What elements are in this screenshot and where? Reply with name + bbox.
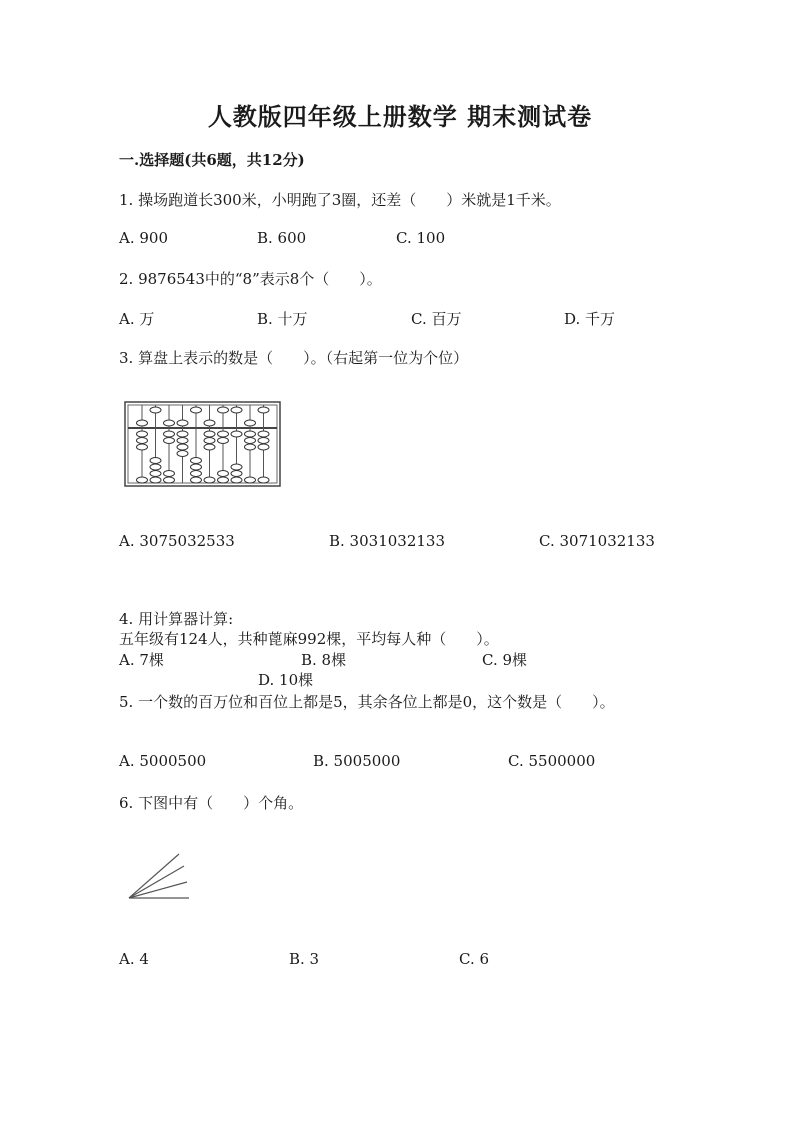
abacus-bead <box>164 471 175 477</box>
abacus-bead <box>150 477 161 483</box>
question-1-option-a[interactable]: A. 900 <box>119 229 168 247</box>
abacus-bead <box>245 477 256 483</box>
question-1-option-c[interactable]: C. 100 <box>396 229 446 247</box>
abacus-bead <box>164 477 175 483</box>
question-6-option-b[interactable]: B. 3 <box>289 950 320 968</box>
abacus-bead <box>137 477 148 483</box>
question-2-option-b[interactable]: B. 十万 <box>257 310 308 328</box>
abacus-bead <box>258 407 269 413</box>
abacus-bead <box>137 431 148 437</box>
question-3-option-c[interactable]: C. 3071032133 <box>539 532 655 550</box>
abacus-bead <box>245 431 256 437</box>
abacus-bead <box>164 420 175 426</box>
abacus-bead <box>177 420 188 426</box>
abacus-bead <box>164 438 175 444</box>
abacus-bead <box>231 471 242 477</box>
abacus-bead <box>191 477 202 483</box>
abacus-bead <box>258 438 269 444</box>
abacus-bead <box>177 438 188 444</box>
abacus-bead <box>231 477 242 483</box>
abacus-bead <box>204 477 215 483</box>
abacus-bead <box>218 477 229 483</box>
abacus-bead <box>231 407 242 413</box>
question-4-stem-line1: 4. 用计算器计算: <box>119 610 234 628</box>
abacus-bead <box>204 431 215 437</box>
abacus-bead <box>137 420 148 426</box>
abacus-bead <box>258 431 269 437</box>
abacus-bead <box>177 431 188 437</box>
question-6-option-c[interactable]: C. 6 <box>459 950 490 968</box>
question-4-option-d[interactable]: D. 10棵 <box>258 671 314 689</box>
question-2-option-d[interactable]: D. 千万 <box>564 310 616 328</box>
question-6-stem: 6. 下图中有（ ）个角。 <box>119 794 304 812</box>
abacus-bead <box>231 431 242 437</box>
abacus-bead <box>191 471 202 477</box>
question-5-option-a[interactable]: A. 5000500 <box>119 752 207 770</box>
question-2-option-a[interactable]: A. 万 <box>119 310 155 328</box>
section-heading: 一.选择题(共6题，共12分) <box>119 151 305 169</box>
page-title: 人教版四年级上册数学 期末测试卷 <box>207 102 593 131</box>
abacus-bead <box>204 438 215 444</box>
question-3-option-a[interactable]: A. 3075032533 <box>119 532 235 550</box>
question-2-stem: 2. 9876543中的“8”表示8个（ ）。 <box>119 270 382 288</box>
abacus-bead <box>218 438 229 444</box>
question-5-option-c[interactable]: C. 5500000 <box>508 752 596 770</box>
abacus-bead <box>218 471 229 477</box>
question-5-option-b[interactable]: B. 5005000 <box>313 752 401 770</box>
question-4-option-b[interactable]: B. 8棵 <box>301 651 347 669</box>
abacus-bead <box>150 458 161 464</box>
question-4-stem-line2: 五年级有124人，共种蓖麻992棵，平均每人种（ ）。 <box>119 630 499 648</box>
abacus-bead <box>137 444 148 450</box>
question-1-stem: 1. 操场跑道长300米，小明跑了3圈，还差（ ）米就是1千米。 <box>119 191 561 209</box>
question-6-option-a[interactable]: A. 4 <box>119 950 149 968</box>
abacus-bead <box>150 407 161 413</box>
question-5-stem: 5. 一个数的百万位和百位上都是5，其余各位上都是0，这个数是（ ）。 <box>119 693 615 711</box>
abacus-bead <box>218 407 229 413</box>
abacus-bead <box>218 431 229 437</box>
abacus-bead <box>245 420 256 426</box>
abacus-bead <box>204 444 215 450</box>
abacus-bead <box>164 431 175 437</box>
abacus-bead <box>258 477 269 483</box>
question-3-option-b[interactable]: B. 3031032133 <box>329 532 445 550</box>
abacus-bead <box>204 420 215 426</box>
abacus-bead <box>245 444 256 450</box>
abacus-figure <box>124 401 281 487</box>
abacus-bead <box>137 438 148 444</box>
abacus-bead <box>258 444 269 450</box>
abacus-bead <box>245 438 256 444</box>
abacus-bead <box>191 458 202 464</box>
abacus-bead <box>177 444 188 450</box>
question-4-option-a[interactable]: A. 7棵 <box>119 651 164 669</box>
question-3-stem: 3. 算盘上表示的数是（ ）。（右起第一位为个位） <box>119 349 469 367</box>
abacus-bead <box>150 471 161 477</box>
question-4-option-c[interactable]: C. 9棵 <box>482 651 528 669</box>
abacus-bead <box>150 464 161 470</box>
abacus-bead <box>191 407 202 413</box>
question-1-option-b[interactable]: B. 600 <box>257 229 307 247</box>
question-2-option-c[interactable]: C. 百万 <box>411 310 462 328</box>
abacus-bead <box>231 464 242 470</box>
abacus-bead <box>191 464 202 470</box>
angle-rays-figure <box>124 852 194 902</box>
abacus-bead <box>177 451 188 457</box>
